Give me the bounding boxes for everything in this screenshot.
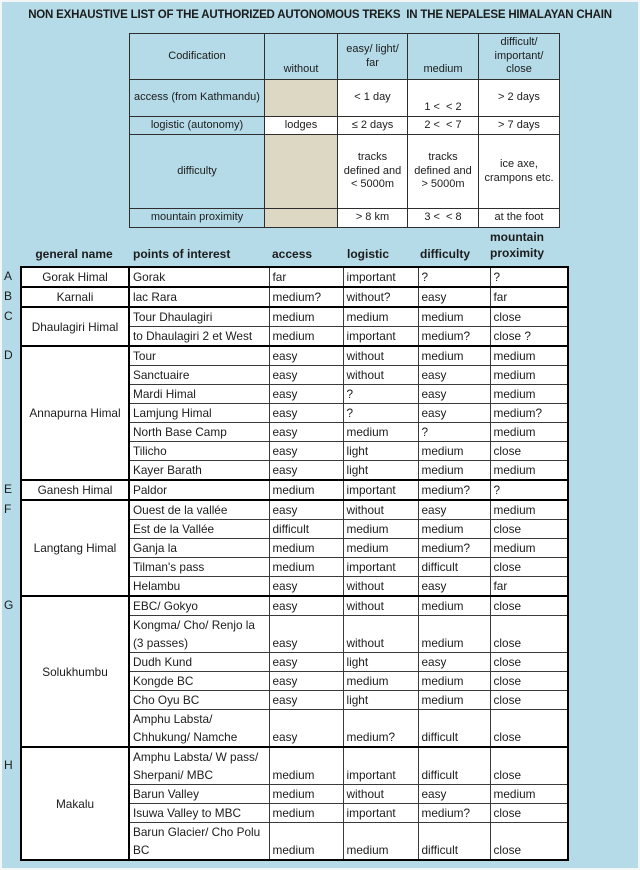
- proximity-cell: close: [490, 653, 568, 672]
- proximity-cell: medium: [490, 539, 568, 558]
- access-cell: easy: [269, 461, 343, 481]
- access-cell: medium: [269, 327, 343, 347]
- access-cell: easy: [269, 691, 343, 710]
- trek-row: [21, 287, 568, 307]
- proximity-cell: far: [490, 577, 568, 597]
- codification-row: [130, 209, 560, 228]
- codification-cell: 1 < < 2: [408, 80, 479, 117]
- general-name-cell: Annapurna Himal: [21, 346, 129, 480]
- proximity-cell: medium: [490, 366, 568, 385]
- access-cell: easy: [269, 442, 343, 461]
- proximity-cell: close: [490, 710, 568, 748]
- poi-cell: Helambu: [129, 577, 269, 597]
- difficulty-cell: easy: [418, 577, 490, 597]
- column-header-mountain-proximity: mountain proximity: [490, 230, 545, 260]
- access-cell: medium: [269, 785, 343, 804]
- trek-row: [21, 267, 568, 287]
- proximity-cell: medium: [490, 346, 568, 366]
- access-cell: easy: [269, 577, 343, 597]
- logistic-cell: without: [343, 596, 418, 616]
- logistic-cell: light: [343, 653, 418, 672]
- logistic-cell: important: [343, 804, 418, 823]
- trek-group-d: [0, 345, 640, 481]
- proximity-cell: close: [490, 596, 568, 616]
- logistic-cell: without: [343, 785, 418, 804]
- difficulty-cell: easy: [418, 385, 490, 404]
- codification-row-label: mountain proximity: [130, 209, 265, 228]
- codification-cell: > 7 days: [479, 117, 560, 135]
- proximity-cell: close ?: [490, 327, 568, 347]
- proximity-cell: close: [490, 307, 568, 327]
- trek-group-a: [0, 266, 640, 288]
- access-cell: difficult: [269, 520, 343, 539]
- difficulty-cell: easy: [418, 785, 490, 804]
- trek-group-table: [20, 306, 569, 347]
- difficulty-cell: difficult: [418, 710, 490, 748]
- logistic-cell: light: [343, 691, 418, 710]
- access-cell: medium: [269, 480, 343, 500]
- column-header-access: access: [272, 247, 313, 261]
- trek-row: [21, 747, 568, 785]
- proximity-cell: close: [490, 747, 568, 785]
- difficulty-cell: medium?: [418, 327, 490, 347]
- codification-row-label: logistic (autonomy): [130, 117, 265, 135]
- codification-cell: < 1 day: [338, 80, 408, 117]
- proximity-cell: medium?: [490, 404, 568, 423]
- access-cell: easy: [269, 672, 343, 691]
- access-cell: easy: [269, 385, 343, 404]
- poi-cell: Ganja la: [129, 539, 269, 558]
- difficulty-cell: medium: [418, 691, 490, 710]
- logistic-cell: without: [343, 577, 418, 597]
- poi-cell: North Base Camp: [129, 423, 269, 442]
- trek-group-table: [20, 595, 569, 748]
- poi-cell: Est de la Vallée: [129, 520, 269, 539]
- access-cell: medium: [269, 558, 343, 577]
- logistic-cell: important: [343, 558, 418, 577]
- codification-cell: tracks defined and < 5000m: [338, 135, 408, 209]
- poi-cell: Sanctuaire: [129, 366, 269, 385]
- access-cell: easy: [269, 423, 343, 442]
- logistic-cell: without?: [343, 287, 418, 307]
- proximity-cell: ?: [490, 480, 568, 500]
- poi-cell: Lamjung Himal: [129, 404, 269, 423]
- proximity-cell: medium: [490, 500, 568, 520]
- codification-header: without: [265, 34, 338, 80]
- logistic-cell: ?: [343, 404, 418, 423]
- poi-cell: Kayer Barath: [129, 461, 269, 481]
- difficulty-cell: easy: [418, 653, 490, 672]
- trek-row: [21, 596, 568, 616]
- trek-row: [21, 346, 568, 366]
- codification-cell: [265, 135, 338, 209]
- difficulty-cell: difficult: [418, 747, 490, 785]
- proximity-cell: medium: [490, 785, 568, 804]
- logistic-cell: medium: [343, 823, 418, 861]
- logistic-cell: light: [343, 461, 418, 481]
- difficulty-cell: medium: [418, 672, 490, 691]
- difficulty-cell: easy: [418, 287, 490, 307]
- poi-cell: Tour Dhaulagiri: [129, 307, 269, 327]
- trek-group-table: [20, 479, 569, 501]
- group-letter: C: [4, 309, 13, 323]
- column-header-difficulty: difficulty: [420, 247, 470, 261]
- difficulty-cell: medium?: [418, 804, 490, 823]
- logistic-cell: medium: [343, 307, 418, 327]
- codification-cell: ≤ 2 days: [338, 117, 408, 135]
- codification-cell: 2 < < 7: [408, 117, 479, 135]
- access-cell: medium: [269, 823, 343, 861]
- codification-legend-table: [129, 33, 560, 228]
- codification-cell: 3 < < 8: [408, 209, 479, 228]
- group-letter: E: [4, 482, 13, 496]
- trek-row: [21, 500, 568, 520]
- logistic-cell: medium: [343, 423, 418, 442]
- access-cell: easy: [269, 710, 343, 748]
- poi-cell: Ouest de la vallée: [129, 500, 269, 520]
- proximity-cell: close: [490, 520, 568, 539]
- logistic-cell: important: [343, 747, 418, 785]
- codification-row-label: difficulty: [130, 135, 265, 209]
- trek-group-table: [20, 286, 569, 308]
- logistic-cell: ?: [343, 385, 418, 404]
- difficulty-cell: difficult: [418, 823, 490, 861]
- access-cell: easy: [269, 404, 343, 423]
- codification-cell: [265, 209, 338, 228]
- poi-cell: Amphu Labsta/ W pass/ Sherpani/ MBC: [129, 747, 269, 785]
- difficulty-cell: medium: [418, 442, 490, 461]
- trek-row: [21, 480, 568, 500]
- codification-cell: at the foot: [479, 209, 560, 228]
- poi-cell: Amphu Labsta/ Chhukung/ Namche: [129, 710, 269, 748]
- poi-cell: Barun Valley: [129, 785, 269, 804]
- poi-cell: Mardi Himal: [129, 385, 269, 404]
- codification-row: [130, 80, 560, 117]
- column-header-general-name: general name: [35, 247, 113, 261]
- general-name-cell: Karnali: [21, 287, 129, 307]
- poi-cell: Kongde BC: [129, 672, 269, 691]
- group-letter: B: [4, 289, 13, 303]
- access-cell: far: [269, 267, 343, 287]
- poi-cell: Dudh Kund: [129, 653, 269, 672]
- poi-cell: Tour: [129, 346, 269, 366]
- poi-cell: EBC/ Gokyo: [129, 596, 269, 616]
- logistic-cell: important: [343, 267, 418, 287]
- trek-group-g: [0, 595, 640, 748]
- access-cell: easy: [269, 346, 343, 366]
- general-name-cell: Solukhumbu: [21, 596, 129, 747]
- poi-cell: lac Rara: [129, 287, 269, 307]
- codification-cell: ice axe, crampons etc.: [479, 135, 560, 209]
- access-cell: medium: [269, 804, 343, 823]
- access-cell: medium: [269, 539, 343, 558]
- trek-group-b: [0, 286, 640, 308]
- poi-cell: Gorak: [129, 267, 269, 287]
- trek-row: [21, 307, 568, 327]
- logistic-cell: important: [343, 480, 418, 500]
- poi-cell: Kongma/ Cho/ Renjo la (3 passes): [129, 616, 269, 653]
- proximity-cell: medium: [490, 461, 568, 481]
- group-letter: H: [4, 758, 13, 772]
- trek-group-table: [20, 499, 569, 597]
- general-name-cell: Langtang Himal: [21, 500, 129, 596]
- difficulty-cell: medium: [418, 616, 490, 653]
- poi-cell: Tilicho: [129, 442, 269, 461]
- codification-header-row: [130, 34, 560, 80]
- proximity-cell: close: [490, 616, 568, 653]
- trek-group-table: [20, 266, 569, 288]
- difficulty-cell: easy: [418, 500, 490, 520]
- access-cell: medium: [269, 307, 343, 327]
- trek-group-table: [20, 746, 569, 861]
- proximity-cell: close: [490, 672, 568, 691]
- trek-group-f: [0, 499, 640, 597]
- difficulty-cell: difficult: [418, 558, 490, 577]
- codification-cell: tracks defined and > 5000m: [408, 135, 479, 209]
- logistic-cell: medium?: [343, 710, 418, 748]
- access-cell: medium?: [269, 287, 343, 307]
- group-letter: D: [4, 348, 13, 362]
- logistic-cell: without: [343, 500, 418, 520]
- difficulty-cell: medium: [418, 307, 490, 327]
- proximity-cell: far: [490, 287, 568, 307]
- difficulty-cell: ?: [418, 267, 490, 287]
- access-cell: easy: [269, 596, 343, 616]
- logistic-cell: without: [343, 616, 418, 653]
- codification-header: difficult/ important/ close: [479, 34, 560, 80]
- codification-row: [130, 135, 560, 209]
- difficulty-cell: easy: [418, 404, 490, 423]
- logistic-cell: medium: [343, 520, 418, 539]
- access-cell: easy: [269, 500, 343, 520]
- codification-header: Codification: [130, 34, 265, 80]
- difficulty-cell: medium: [418, 520, 490, 539]
- column-header-points-of-interest: points of interest: [133, 247, 231, 261]
- trek-table: [0, 266, 640, 861]
- proximity-cell: close: [490, 691, 568, 710]
- general-name-cell: Gorak Himal: [21, 267, 129, 287]
- poi-cell: Cho Oyu BC: [129, 691, 269, 710]
- access-cell: easy: [269, 653, 343, 672]
- logistic-cell: without: [343, 346, 418, 366]
- difficulty-cell: medium: [418, 461, 490, 481]
- trek-group-e: [0, 479, 640, 501]
- codification-cell: > 2 days: [479, 80, 560, 117]
- logistic-cell: important: [343, 327, 418, 347]
- poi-cell: Tilman's pass: [129, 558, 269, 577]
- difficulty-cell: ?: [418, 423, 490, 442]
- codification-row: [130, 117, 560, 135]
- codification-cell: > 8 km: [338, 209, 408, 228]
- proximity-cell: close: [490, 804, 568, 823]
- codification-header: easy/ light/ far: [338, 34, 408, 80]
- logistic-cell: medium: [343, 539, 418, 558]
- poi-cell: Isuwa Valley to MBC: [129, 804, 269, 823]
- group-letter: F: [4, 502, 12, 516]
- proximity-cell: medium: [490, 385, 568, 404]
- difficulty-cell: medium: [418, 346, 490, 366]
- proximity-cell: close: [490, 558, 568, 577]
- codification-cell: [265, 80, 338, 117]
- access-cell: medium: [269, 747, 343, 785]
- trek-group-c: [0, 306, 640, 347]
- trek-group-h: [0, 746, 640, 861]
- poi-cell: Barun Glacier/ Cho Polu BC: [129, 823, 269, 861]
- trek-group-table: [20, 345, 569, 481]
- group-letter: G: [4, 598, 14, 612]
- difficulty-cell: easy: [418, 366, 490, 385]
- codification-cell: lodges: [265, 117, 338, 135]
- group-letter: A: [4, 269, 13, 283]
- general-name-cell: Makalu: [21, 747, 129, 860]
- column-header-logistic: logistic: [347, 247, 390, 261]
- difficulty-cell: medium: [418, 596, 490, 616]
- access-cell: easy: [269, 616, 343, 653]
- general-name-cell: Dhaulagiri Himal: [21, 307, 129, 346]
- proximity-cell: ?: [490, 267, 568, 287]
- logistic-cell: without: [343, 366, 418, 385]
- poi-cell: to Dhaulagiri 2 et West: [129, 327, 269, 347]
- proximity-cell: close: [490, 442, 568, 461]
- poi-cell: Paldor: [129, 480, 269, 500]
- logistic-cell: medium: [343, 672, 418, 691]
- proximity-cell: close: [490, 823, 568, 861]
- logistic-cell: light: [343, 442, 418, 461]
- page-title: NON EXHAUSTIVE LIST OF THE AUTHORIZED AUTONOMOUS TREKS IN THE NEPALESE HIMALAYAN CHAIN: [28, 9, 612, 21]
- access-cell: easy: [269, 366, 343, 385]
- difficulty-cell: medium?: [418, 480, 490, 500]
- codification-header: medium: [408, 34, 479, 80]
- codification-row-label: access (from Kathmandu): [130, 80, 265, 117]
- proximity-cell: medium: [490, 423, 568, 442]
- general-name-cell: Ganesh Himal: [21, 480, 129, 500]
- difficulty-cell: medium?: [418, 539, 490, 558]
